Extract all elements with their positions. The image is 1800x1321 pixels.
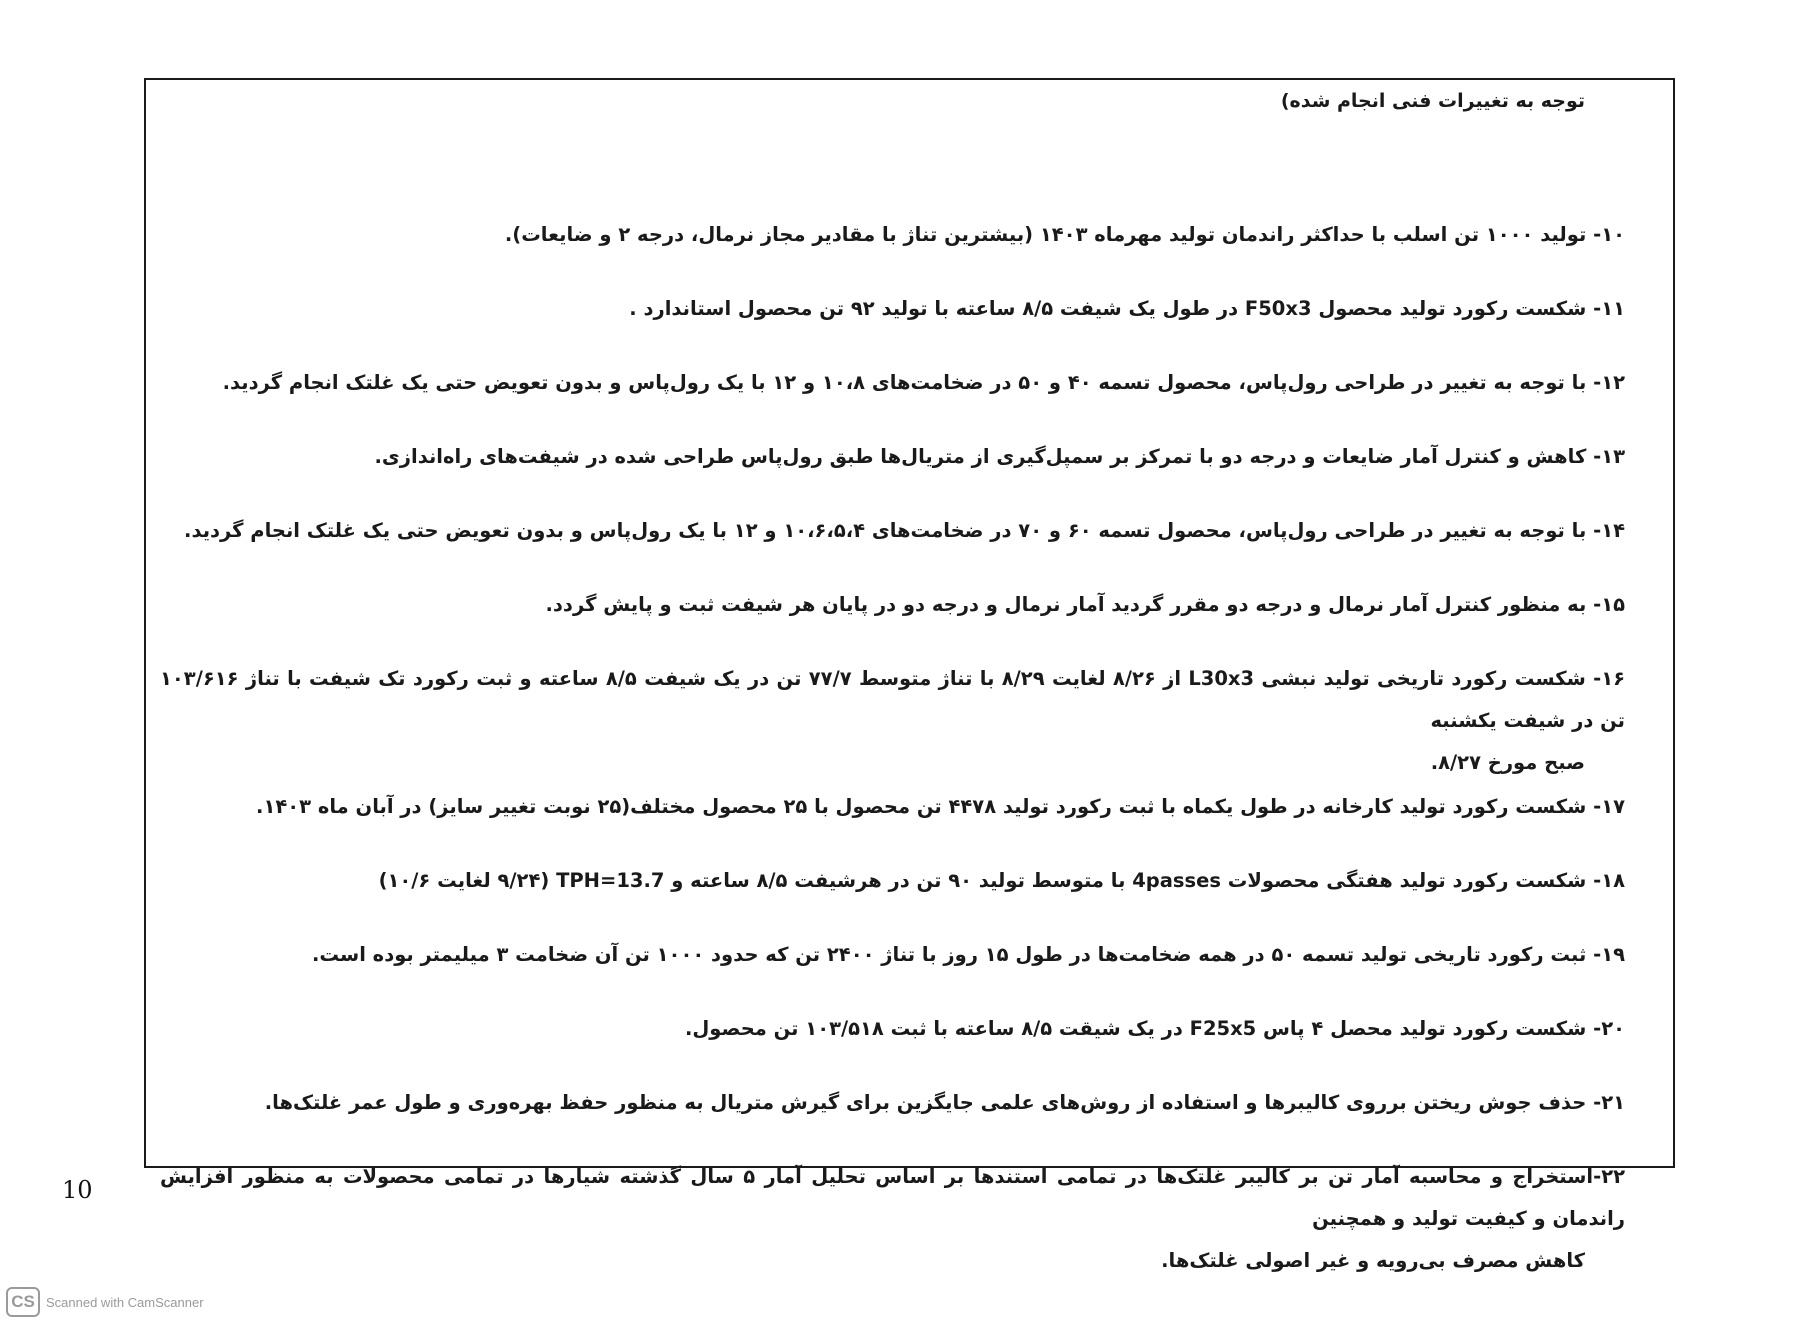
section-heading: توجه به تغییرات فنی انجام شده) bbox=[1280, 90, 1585, 112]
item-text: با توجه به تغییر در طراحی رول‌پاس، محصول تسمه ۴۰ و ۵۰ در ضخامت‌های ۱۰،۸ و ۱۲ با یک رول‌پاس و بدون تعویض حتی یک غلتک انجام گردید. bbox=[222, 371, 1594, 394]
camscanner-logo-icon: CS bbox=[6, 1287, 40, 1317]
list-item bbox=[375, 436, 1626, 478]
watermark-text: Scanned with CamScanner bbox=[46, 1294, 204, 1310]
list-item bbox=[223, 362, 1625, 404]
item-number: ۱۵- bbox=[1593, 593, 1625, 616]
item-number: ۲۰- bbox=[1593, 1017, 1625, 1040]
list-item bbox=[685, 1008, 1625, 1050]
list-item bbox=[629, 288, 1625, 330]
item-number: ۱۸- bbox=[1593, 869, 1625, 892]
item-text: شکست رکورد تولید هفتگی محصولات 4passes با متوسط تولید ۹۰ تن در هرشیفت ۸/۵ ساعته و TPH=13.7 (۹/۲۴ لغایت ۱۰/۶) bbox=[378, 869, 1594, 892]
page-frame bbox=[144, 78, 1675, 1272]
item-text: تولید ۱۰۰۰ تن اسلب با حداکثر راندمان تولید مهرماه ۱۴۰۳ (بیشترین تناژ با مقادیر مجاز نرمال، درجه ۲ و ضایعات). bbox=[504, 223, 1594, 246]
list-item bbox=[312, 934, 1625, 976]
list-item bbox=[184, 510, 1625, 552]
item-number: ۱۴- bbox=[1593, 519, 1625, 542]
list-item bbox=[160, 658, 1625, 784]
item-text: کاهش و کنترل آمار ضایعات و درجه دو با تمرکز بر سمپل‌گیری از متریال‌ها طبق رول‌پاس طراحی شده در شیفت‌های راه‌اندازی. bbox=[374, 445, 1594, 468]
item-number: ۱۳- bbox=[1593, 445, 1625, 468]
item-number: ۱۱- bbox=[1593, 297, 1625, 320]
item-text: شکست رکورد تولید کارخانه در طول یکماه با ثبت رکورد تولید ۴۴۷۸ تن محصول با ۲۵ محصول مختلف(۲۵ نوبت تغییر سایز) در آبان ماه ۱۴۰۳. bbox=[256, 795, 1594, 818]
item-text: شکست رکورد تاریخی تولید نبشی L30x3 از ۸/۲۶ لغایت ۸/۲۹ با تناژ متوسط ۷۷/۷ تن در یک شیفت ۸/۵ ساعته و ثبت رکورد تک شیفت با تناژ ۱۰۳/۶۱۶ تن در شیفت یکشنبه bbox=[160, 667, 1625, 732]
document-body bbox=[146, 80, 1673, 1272]
item-number: ۱۷- bbox=[1593, 795, 1625, 818]
list-item bbox=[505, 214, 1625, 256]
list-item bbox=[160, 1156, 1625, 1282]
list-item bbox=[379, 860, 1625, 902]
item-number: ۱۹- bbox=[1593, 943, 1625, 966]
page-number: 10 bbox=[62, 1176, 93, 1204]
scanner-watermark bbox=[6, 1287, 204, 1317]
list-item bbox=[256, 786, 1625, 828]
item-text: شکست رکورد تولید محصل ۴ پاس F25x5 در یک شیقت ۸/۵ ساعته با ثبت ۱۰۳/۵۱۸ تن محصول. bbox=[684, 1017, 1594, 1040]
item-text: استخراج و محاسبه آمار تن بر کالیبر غلتک‌ها در تمامی استندها بر اساس تحلیل آمار ۵ سال گذشته شیارها در تمامی محصولات به منظور افزایش راندمان و کیفیت تولید و همچنین bbox=[160, 1165, 1625, 1230]
item-number: ۲۲- bbox=[1593, 1165, 1626, 1188]
item-text: شکست رکورد تولید محصول F50x3 در طول یک شیفت ۸/۵ ساعته با تولید ۹۲ تن محصول استاندارد . bbox=[629, 297, 1594, 320]
item-number: ۱۶- bbox=[1593, 667, 1625, 690]
list-item bbox=[546, 584, 1625, 626]
item-continuation: کاهش مصرف بی‌رویه و غیر اصولی غلتک‌ها. bbox=[1161, 1249, 1585, 1272]
item-text: حذف جوش ریختن برروی کالیبرها و استفاده از روش‌های علمی جایگزین برای گیرش متریال به منظور حفظ بهره‌وری و طول عمر غلتک‌ها. bbox=[264, 1091, 1594, 1114]
item-number: ۱۰- bbox=[1593, 223, 1625, 246]
item-number: ۲۱- bbox=[1593, 1091, 1625, 1114]
item-text: به منظور کنترل آمار نرمال و درجه دو مقرر گردید آمار نرمال و درجه دو در پایان هر شیفت ثبت و پایش گردد. bbox=[545, 593, 1594, 616]
item-number: ۱۲- bbox=[1593, 371, 1625, 394]
list-item bbox=[265, 1082, 1625, 1124]
item-continuation: صبح مورخ ۸/۲۷. bbox=[1430, 751, 1585, 774]
item-text: ثبت رکورد تاریخی تولید تسمه ۵۰ در همه ضخامت‌ها در طول ۱۵ روز با تناژ ۲۴۰۰ تن که حدود ۱۰۰۰ تن آن ضخامت ۳ میلیمتر بوده است. bbox=[311, 943, 1594, 966]
item-text: با توجه به تغییر در طراحی رول‌پاس، محصول تسمه ۶۰ و ۷۰ در ضخامت‌های ۱۰،۶،۵،۴ و ۱۲ با یک رول‌پاس و بدون تعویض حتی یک غلتک انجام گردید. bbox=[184, 519, 1594, 542]
